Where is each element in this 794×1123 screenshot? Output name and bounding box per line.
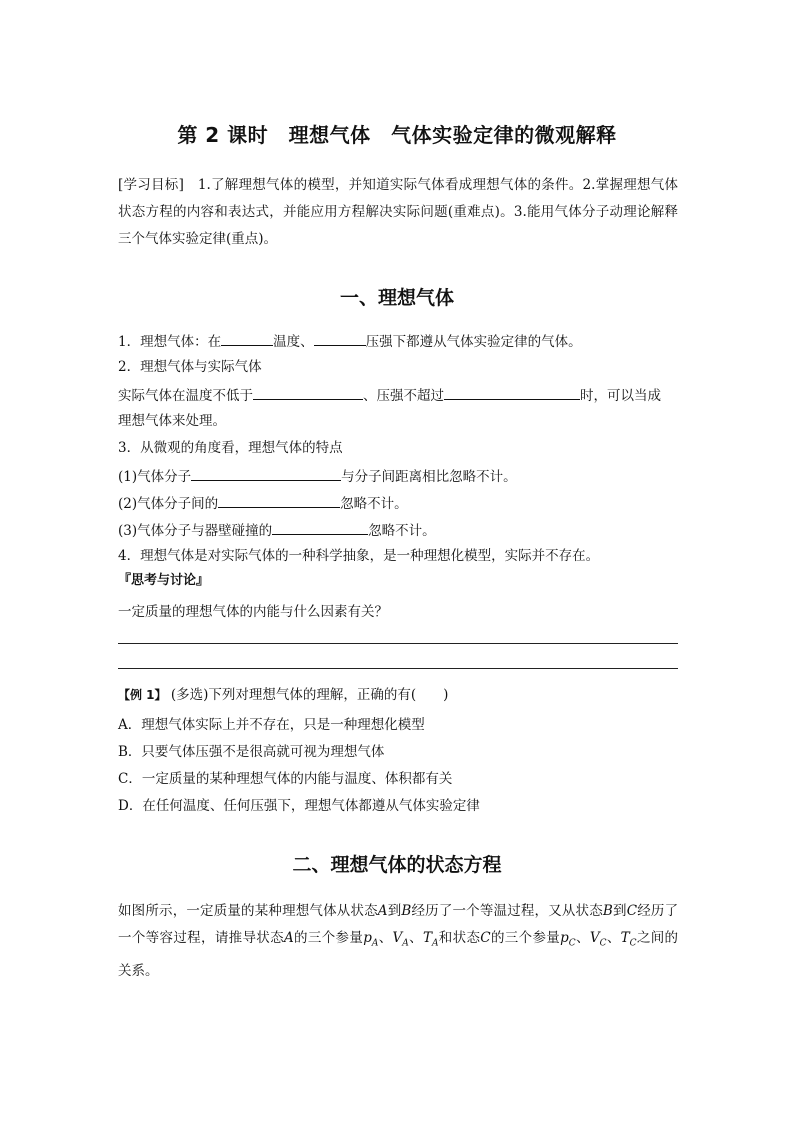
- think-question: 一定质量的理想气体的内能与什么因素有关？: [118, 604, 388, 620]
- blank: [272, 519, 368, 535]
- item3-2: (2)气体分子间的 忽略不计。: [118, 492, 408, 514]
- item1: 1．理想气体：在 温度、 压强下都遵从气体实验定律的气体。: [118, 330, 582, 352]
- item4: 4．理想气体是对实际气体的一种科学抽象，是一种理想化模型，实际并不存在。: [118, 548, 600, 564]
- item2-body-cont: 理想气体来处理。: [118, 413, 226, 429]
- item3-title: 3．从微观的角度看，理想气体的特点: [118, 440, 343, 456]
- section1-heading: 一、理想气体: [339, 287, 454, 309]
- think-label: 『思考与讨论』: [118, 573, 210, 588]
- option-a: A．理想气体实际上并不存在，只是一种理想化模型: [118, 717, 425, 733]
- section2-paragraph: 如图所示，一定质量的某种理想气体从状态A到B经历了一个等温过程，又从状态B到C经历了一个等容过程，请推导状态A的三个参量$p_A$、$V_A$、$T_A$和状态C的三个参量$p_C$、$V_C$、$T_C$之间的关系。: [118, 903, 679, 979]
- learning-goals: [学习目标] 1.了解理想气体的模型，并知道实际气体看成理想气体的条件。2.掌握理想气体状态方程的内容和表达式，并能应用方程解决实际问题(重难点)。3.能用气体分子动理论解释三个气体实验定律(重点)。: [118, 177, 678, 247]
- blank: [218, 492, 340, 508]
- blank: [444, 384, 580, 400]
- option-b: B．只要气体压强不是很高就可视为理想气体: [118, 744, 385, 760]
- answer-line-2: [118, 668, 678, 669]
- blank: [253, 384, 363, 400]
- answer-line-1: [118, 643, 678, 644]
- item3-3: (3)气体分子与器壁碰撞的 忽略不计。: [118, 519, 436, 541]
- item3-1: (1)气体分子 与分子间距离相比忽略不计。: [118, 465, 517, 487]
- option-c: C．一定质量的某种理想气体的内能与温度、体积都有关: [118, 771, 453, 787]
- item2-body: 实际气体在温度不低于 、压强不超过 时，可以当成: [118, 384, 661, 406]
- blank: [314, 330, 366, 346]
- blank: [191, 465, 341, 481]
- page-title: 第 2 课时 理想气体 气体实验定律的微观解释: [177, 123, 617, 147]
- section2-heading: 二、理想气体的状态方程: [292, 854, 502, 876]
- option-d: D．在任何温度、任何压强下，理想气体都遵从气体实验定律: [118, 798, 480, 814]
- blank: [221, 330, 273, 346]
- item2-title: 2．理想气体与实际气体: [118, 359, 262, 375]
- example-stem: 【例 1】 (多选)下列对理想气体的理解，正确的有( ): [118, 687, 449, 703]
